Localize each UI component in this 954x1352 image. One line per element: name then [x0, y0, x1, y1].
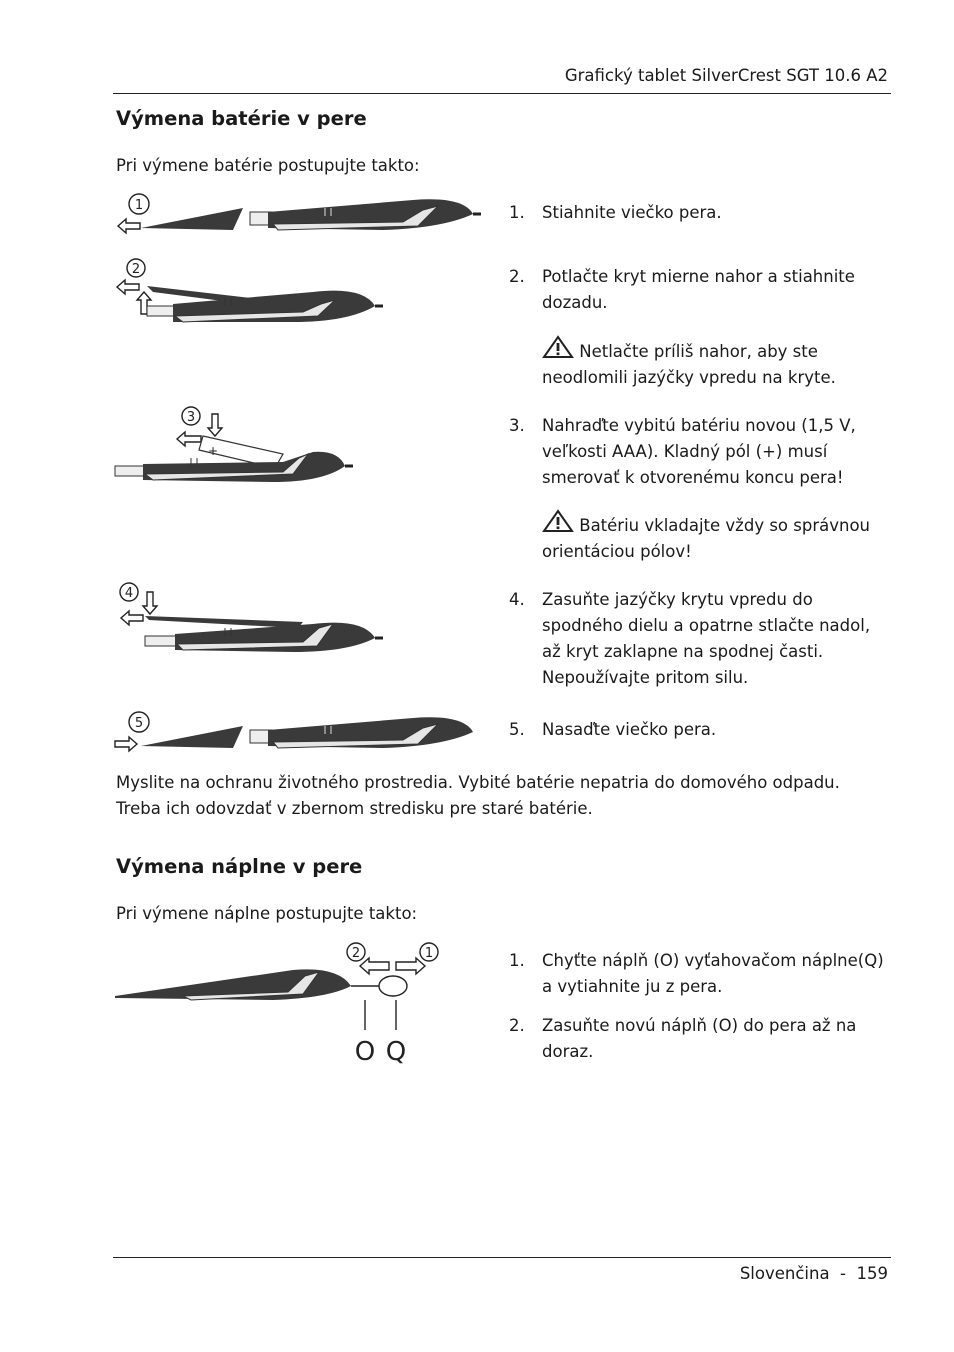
battery-step-1-text: Stiahnite viečko pera. [542, 203, 722, 222]
battery-step-2-num: 2. [509, 267, 525, 286]
warning-1 [542, 335, 887, 391]
step4-figure [113, 578, 493, 656]
battery-plus-label: + [208, 444, 219, 458]
warning-icon [542, 509, 574, 533]
warning-icon [542, 335, 574, 359]
svg-text:1: 1 [424, 946, 434, 961]
svg-text:3: 3 [186, 410, 196, 425]
refill-step-1-num: 1. [509, 951, 525, 970]
battery-intro: Pri výmene batérie postupujte takto: [116, 156, 420, 175]
warning-1-text: Netlačte príliš nahor, aby ste neodlomili jazýčky vpredu na kryte. [542, 342, 836, 387]
battery-step-3-text: Nahraďte vybitú batériu novou (1,5 V, veľkosti AAA). Kladný pól (+) musí smerovať k otvorenému koncu pera! [542, 416, 856, 487]
battery-step-3-num: 3. [509, 416, 525, 435]
battery-step-2-text: Potlačte kryt mierne nahor a stiahnite dozadu. [542, 267, 855, 312]
running-header: Grafický tablet SilverCrest SGT 10.6 A2 [564, 66, 888, 85]
section-heading-battery: Výmena batérie v pere [116, 107, 367, 130]
svg-text:2: 2 [131, 262, 141, 277]
step1-figure [113, 188, 493, 240]
battery-step-5-text: Nasaďte viečko pera. [542, 720, 717, 739]
section-heading-refill: Výmena náplne v pere [116, 855, 363, 878]
battery-step-4-text: Zasuňte jazýčky krytu vpredu do spodného dielu a opatrne stlačte nadol, až kryt zaklapne na spodnej časti. Nepoužívajte pritom silu. [542, 590, 871, 687]
svg-text:2: 2 [351, 946, 361, 961]
label-q: Q [385, 1037, 407, 1066]
refill-intro: Pri výmene náplne postupujte takto: [116, 904, 418, 923]
refill-step-1-text: Chyťte náplň (O) vyťahovačom náplne(Q) a vytiahnite ju z pera. [542, 951, 884, 996]
label-o: O [354, 1037, 376, 1066]
page-footer: Slovenčina - 159 [739, 1264, 888, 1283]
warning-2-text: Batériu vkladajte vždy so správnou orientáciou pólov! [542, 516, 871, 561]
refill-step-2-num: 2. [509, 1016, 525, 1035]
step3-figure [113, 402, 493, 486]
step5-figure [113, 706, 493, 756]
battery-step-4-num: 4. [509, 590, 525, 609]
battery-step-1-num: 1. [509, 203, 525, 222]
environment-note: Myslite na ochranu životného prostredia. Vybité batérie nepatria do domového odpadu. Treba ich odovzdať v zbernom stredisku pre staré batérie. [116, 773, 840, 818]
battery-step-5-num: 5. [509, 720, 525, 739]
step2-figure [113, 254, 493, 330]
header-rule [113, 93, 891, 94]
footer-rule [113, 1257, 891, 1258]
svg-text:1: 1 [134, 198, 144, 213]
warning-2 [542, 509, 887, 565]
svg-text:4: 4 [124, 586, 134, 601]
svg-text:5: 5 [134, 716, 144, 731]
refill-step-2-text: Zasuňte novú náplň (O) do pera až na doraz. [542, 1016, 857, 1061]
refill-figure [113, 936, 453, 1066]
